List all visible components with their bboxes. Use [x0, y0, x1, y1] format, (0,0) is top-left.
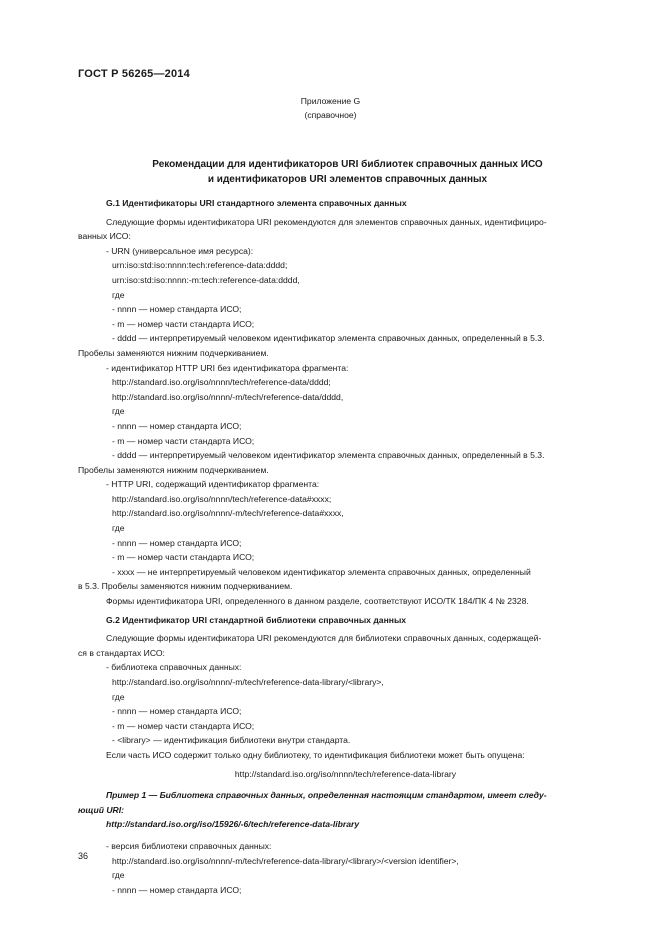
- where-label: где: [112, 691, 125, 702]
- example-uri: http://standard.iso.org/iso/15926/-6/tech/reference-data-library: [106, 819, 360, 830]
- paragraph: ся в стандартах ИСО:: [78, 647, 165, 658]
- where-label: где: [112, 870, 125, 881]
- uri-example: http://standard.iso.org/iso/nnnn/-m/tech/reference-data/dddd,: [112, 391, 344, 402]
- annex-title-line-2: и идентификаторов URI элементов справочных данных: [207, 174, 488, 185]
- paragraph: Следующие формы идентификатора URI рекомендуются для элементов справочных данных, идентифициро-: [106, 216, 547, 227]
- definition-item: - m — номер части стандарта ИСО;: [112, 552, 255, 563]
- annex-title: [78, 157, 617, 187]
- definition-item: - dddd — интерпретируемый человеком идентификатор элемента справочных данных, определенный в 5.3.: [112, 333, 545, 344]
- document-body: [78, 196, 613, 897]
- uri-example: http://standard.iso.org/iso/nnnn/tech/reference-data#xxxx;: [112, 493, 332, 504]
- annex-type: (справочное): [304, 110, 357, 120]
- definition-item: - nnnn — номер стандарта ИСО;: [112, 304, 242, 315]
- section-heading-g1: G.1 Идентификаторы URI стандартного элемента справочных данных: [106, 198, 407, 208]
- page-number: 36: [78, 851, 89, 861]
- list-item: - URN (универсальное имя ресурса):: [106, 245, 254, 256]
- definition-item: - m — номер части стандарта ИСО;: [112, 318, 255, 329]
- definition-item: - nnnn — номер стандарта ИСО;: [112, 537, 242, 548]
- uri-example: http://standard.iso.org/iso/nnnn/-m/tech/reference-data#xxxx,: [112, 508, 344, 519]
- list-item: - версия библиотеки справочных данных:: [106, 840, 272, 851]
- definition-item-cont: Пробелы заменяются нижним подчеркиванием.: [78, 347, 269, 358]
- uri-example: http://standard.iso.org/iso/nnnn/tech/reference-data-library: [234, 768, 457, 779]
- paragraph: Если часть ИСО содержит только одну библиотеку, то идентификация библиотеки может быть опущена:: [106, 749, 525, 760]
- uri-example: urn:iso:std:iso:nnnn:-m:tech:reference-data:dddd,: [112, 274, 300, 285]
- definition-item: - nnnn — номер стандарта ИСО;: [112, 884, 242, 895]
- definition-item: - m — номер части стандарта ИСО;: [112, 720, 255, 731]
- definition-item: - m — номер части стандарта ИСО;: [112, 435, 255, 446]
- definition-item-cont: в 5.3. Пробелы заменяются нижним подчеркиванием.: [78, 581, 293, 592]
- example-caption-cont: ющий URI:: [78, 804, 125, 815]
- paragraph: Формы идентификатора URI, определенного в данном разделе, соответствуют ИСО/ТК 184/ПК 4 № 2328.: [106, 596, 529, 607]
- list-item: - идентификатор HTTP URI без идентификатора фрагмента:: [106, 362, 349, 373]
- definition-item: - dddd — интерпретируемый человеком идентификатор элемента справочных данных, определенный в 5.3.: [112, 450, 545, 461]
- where-label: где: [112, 523, 125, 534]
- list-item: - библиотека справочных данных:: [106, 662, 242, 673]
- where-label: где: [112, 289, 125, 300]
- list-item: - HTTP URI, содержащий идентификатор фрагмента:: [106, 479, 320, 490]
- example-caption: Пример 1 — Библиотека справочных данных, определенная настоящим стандартом, имеет следу-: [106, 790, 547, 801]
- paragraph: Следующие формы идентификатора URI рекомендуются для библиотеки справочных данных, содержащей-: [106, 633, 542, 644]
- uri-example: http://standard.iso.org/iso/nnnn/-m/tech/reference-data-library/<library>/<version identifier>,: [112, 855, 459, 866]
- uri-example: http://standard.iso.org/iso/nnnn/tech/reference-data/dddd;: [112, 377, 331, 388]
- annex-title-line-1: Рекомендации для идентификаторов URI библиотек справочных данных ИСО: [152, 159, 543, 170]
- annex-label: Приложение G: [300, 96, 361, 106]
- section-heading-g2: G.2 Идентификатор URI стандартной библиотеки справочных данных: [106, 614, 407, 625]
- definition-item: - nnnn — номер стандарта ИСО;: [112, 420, 242, 431]
- definition-item: - xxxx — не интерпретируемый человеком идентификатор элемента справочных данных, определенный: [112, 566, 531, 577]
- standard-designation: ГОСТ Р 56265—2014: [78, 68, 190, 80]
- uri-example: http://standard.iso.org/iso/nnnn/-m/tech/reference-data-library/<library>,: [112, 677, 384, 687]
- definition-item-cont: Пробелы заменяются нижним подчеркиванием.: [78, 464, 269, 475]
- uri-example: urn:iso:std:iso:nnnn:tech:reference-data:dddd;: [112, 260, 288, 271]
- paragraph: ванных ИСО:: [78, 231, 131, 242]
- definition-item: - <library> — идентификация библиотеки внутри стандарта.: [112, 735, 351, 746]
- definition-item: - nnnn — номер стандарта ИСО;: [112, 706, 242, 717]
- where-label: где: [112, 406, 125, 417]
